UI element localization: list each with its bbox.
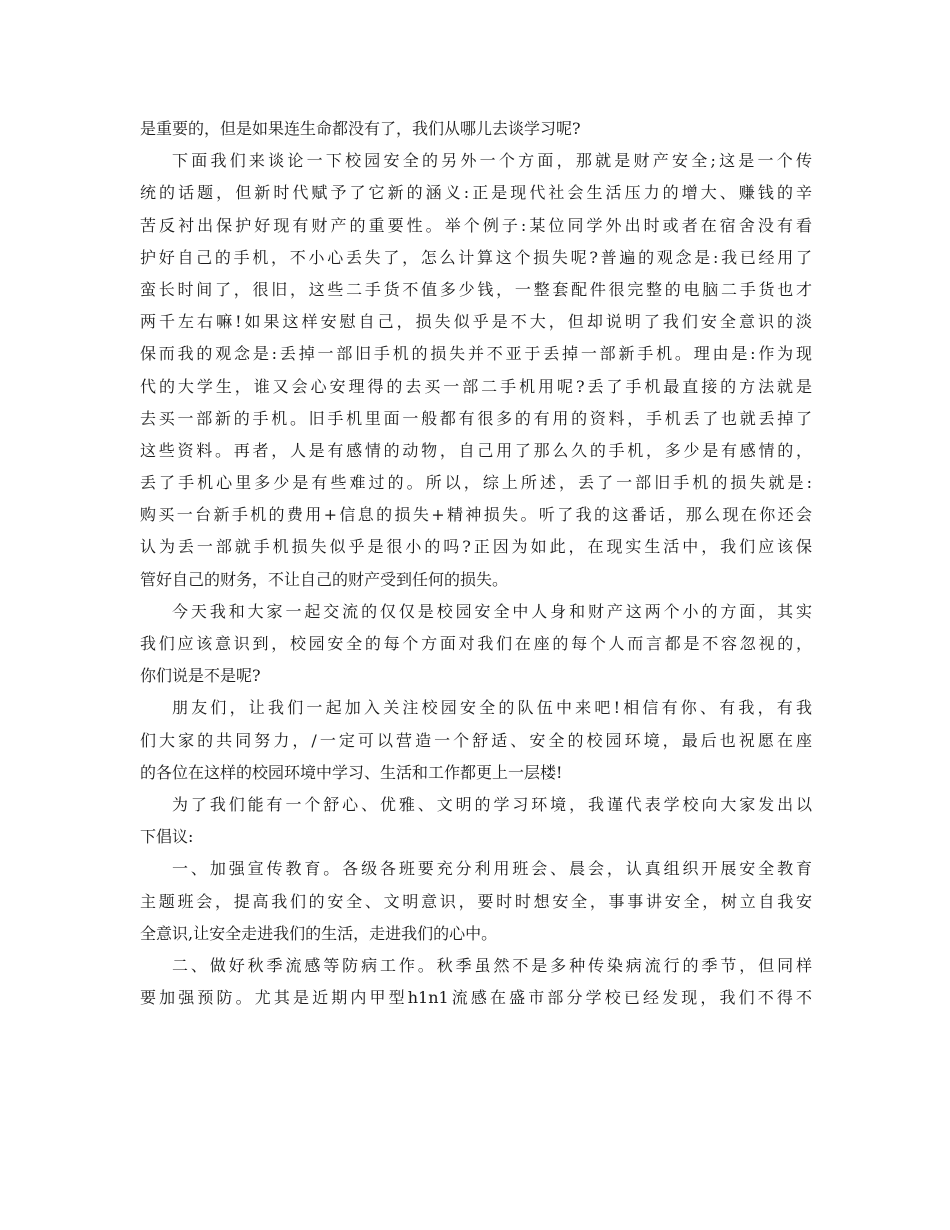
- text-line: 二、做好秋季流感等防病工作。秋季虽然不是多种传染病流行的季节，但同样: [172, 955, 812, 975]
- text-line: 下面我们来谈论一下校园安全的另外一个方面，那就是财产安全;这是一个传: [172, 151, 812, 171]
- text-line: 丢了手机心里多少是有些难过的。所以，综上所述，丢了一部旧手机的损失就是:: [140, 473, 812, 493]
- text-line: 要加强预防。尤其是近期内甲型h1n1流感在盛市部分学校已经发现，我们不得不: [140, 988, 812, 1008]
- text-line: 一、加强宣传教育。各级各班要充分利用班会、晨会，认真组织开展安全教育: [172, 859, 812, 879]
- text-line: 认为丢一部就手机损失似乎是很小的吗?正因为如此，在现实生活中，我们应该保: [140, 537, 812, 557]
- text-line: 的各位在这样的校园环境中学习、生活和工作都更上一层楼!: [140, 762, 563, 782]
- text-line: 保而我的观念是:丢掉一部旧手机的损失并不亚于丢掉一部新手机。理由是:作为现: [140, 344, 812, 364]
- text-line: 去买一部新的手机。旧手机里面一般都有很多的有用的资料，手机丢了也就丢掉了: [140, 408, 812, 428]
- text-line: 蛮长时间了，很旧，这些二手货不值多少钱，一整套配件很完整的电脑二手货也才: [140, 279, 812, 299]
- text-line: 下倡议:: [140, 827, 194, 847]
- text-line: 为了我们能有一个舒心、优雅、文明的学习环境，我谨代表学校向大家发出以: [172, 794, 812, 814]
- text-line: 朋友们，让我们一起加入关注校园安全的队伍中来吧!相信有你、有我，有我: [172, 698, 812, 718]
- text-line: 是重要的，但是如果连生命都没有了，我们从哪儿去谈学习呢?: [140, 119, 581, 138]
- text-line: 统的话题，但新时代赋予了它新的涵义:正是现代社会生活压力的增大、赚钱的辛: [140, 183, 812, 203]
- text-line: 全意识,让安全走进我们的生活，走进我们的心中。: [140, 923, 498, 943]
- text-line: 们大家的共同努力，/一定可以营造一个舒适、安全的校园环境，最后也祝愿在座: [140, 730, 812, 750]
- text-line: 今天我和大家一起交流的仅仅是校园安全中人身和财产这两个小的方面，其实: [172, 601, 812, 621]
- text-line: 两千左右嘛!如果这样安慰自己，损失似乎是不大，但却说明了我们安全意识的淡: [140, 312, 812, 332]
- text-line: 护好自己的手机，不小心丢失了，怎么计算这个损失呢?普遍的观念是:我已经用了: [140, 247, 812, 267]
- text-line: 主题班会，提高我们的安全、文明意识，要时时想安全，事事讲安全，树立自我安: [140, 891, 812, 911]
- text-line: 代的大学生，谁又会心安理得的去买一部二手机用呢?丢了手机最直接的方法就是: [140, 376, 812, 396]
- text-line: 管好自己的财务，不让自己的财产受到任何的损失。: [140, 569, 509, 589]
- text-line: 购买一台新手机的费用+信息的损失+精神损失。听了我的这番话，那么现在你还会: [140, 505, 812, 525]
- body-text: [140, 113, 812, 1014]
- text-line: 你们说是不是呢?: [140, 666, 261, 686]
- text-line: 苦反衬出保护好现有财产的重要性。举个例子:某位同学外出时或者在宿舍没有看: [140, 215, 812, 235]
- text-line: 这些资料。再者，人是有感情的动物，自己用了那么久的手机，多少是有感情的，: [140, 440, 812, 460]
- text-line: 我们应该意识到，校园安全的每个方面对我们在座的每个人而言都是不容忽视的，: [140, 634, 812, 653]
